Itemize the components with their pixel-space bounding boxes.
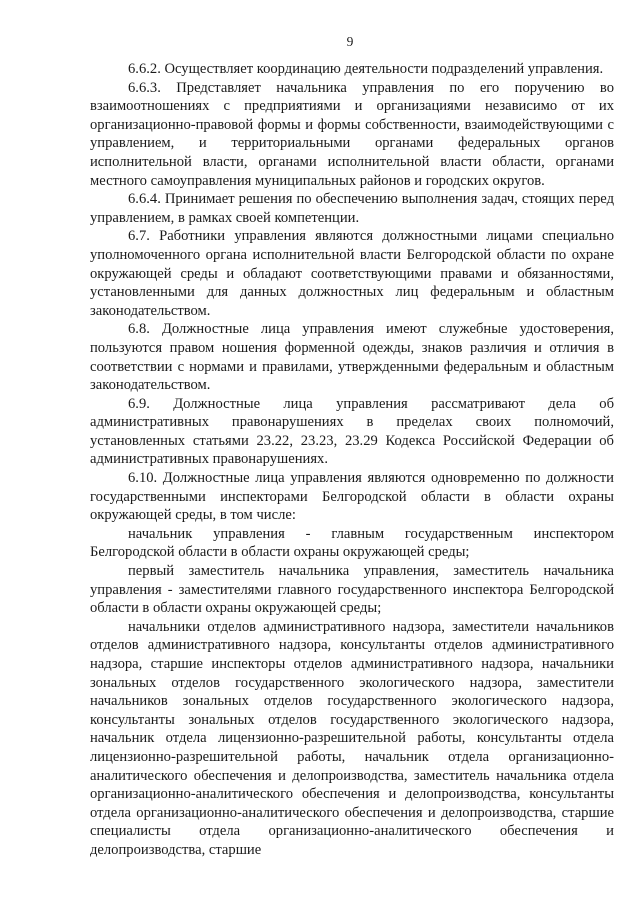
paragraph-6-10: 6.10. Должностные лица управления являются одновременно по должности государственными инспекторами Белгородской области в области охраны окружающей среды, в том числе: [90,470,614,524]
paragraph-chief-inspector: начальник управления - главным государственным инспектором Белгородской области в области охраны окружающей среды; [90,525,614,561]
paragraph-deputy-inspectors: первый заместитель начальника управления, заместитель начальника управления - заместителями главного государственного инспектора Белгородской области в области охраны окружающей среды; [90,563,614,617]
paragraph-6-6-4: 6.6.4. Принимает решения по обеспечению выполнения задач, стоящих перед управлением, в рамках своей компетенции. [90,191,614,226]
page-number: 9 [346,34,354,49]
paragraph-6-8: 6.8. Должностные лица управления имеют служебные удостоверения, пользуются правом ношения форменной одежды, знаков различия и отличия в соответствии с нормами и правилами, утвержденными федеральным и областным законодательством. [90,321,614,394]
paragraph-6-6-3: 6.6.3. Представляет начальника управления по его поручению во взаимоотношениях с предприятиями и организациями независимо от их организационно-правовой формы и формы собственности, взаимодействующими с управлением, и территориальными органами федеральных органов исполнительной власти, органами исполнительной власти области, органами местного самоуправления муниципальных районов и городских округов. [90,79,614,189]
document-body [90,60,614,860]
paragraph-inspectors-list: начальники отделов административного надзора, заместители начальников отделов административного надзора, консультанты отделов административного надзора, старшие инспекторы отделов административного надзора, начальники зональных отделов государственного экологического надзора, заместители начальников зональных отделов государственного экологического надзора, консультанты зональных отделов государственного экологического надзора, начальник отдела лицензионно-разрешительной работы, консультанты отдела лицензионно-разрешительной работы, начальник отдела организационно-аналитического обеспечения и делопроизводства, заместитель начальника отдела организационно-аналитического обеспечения и делопроизводства, консультанты отдела организационно-аналитического обеспечения и делопроизводства, старшие специалисты отдела организационно-аналитического обеспечения и делопроизводства, старшие [90,618,614,858]
paragraph-6-9: 6.9. Должностные лица управления рассматривают дела об административных правонарушениях в пределах своих полномочий, установленных статьями 23.22, 23.23, 23.29 Кодекса Российской Федерации об административных правонарушениях. [90,395,614,468]
paragraph-6-7: 6.7. Работники управления являются должностными лицами специально уполномоченного органа исполнительной власти Белгородской области по охране окружающей среды и обладают соответствующими правами и обязанностями, установленными для данных должностных лиц федеральным и областным законодательством. [90,228,614,319]
paragraph-6-6-2: 6.6.2. Осуществляет координацию деятельности подразделений управления. [128,61,604,77]
